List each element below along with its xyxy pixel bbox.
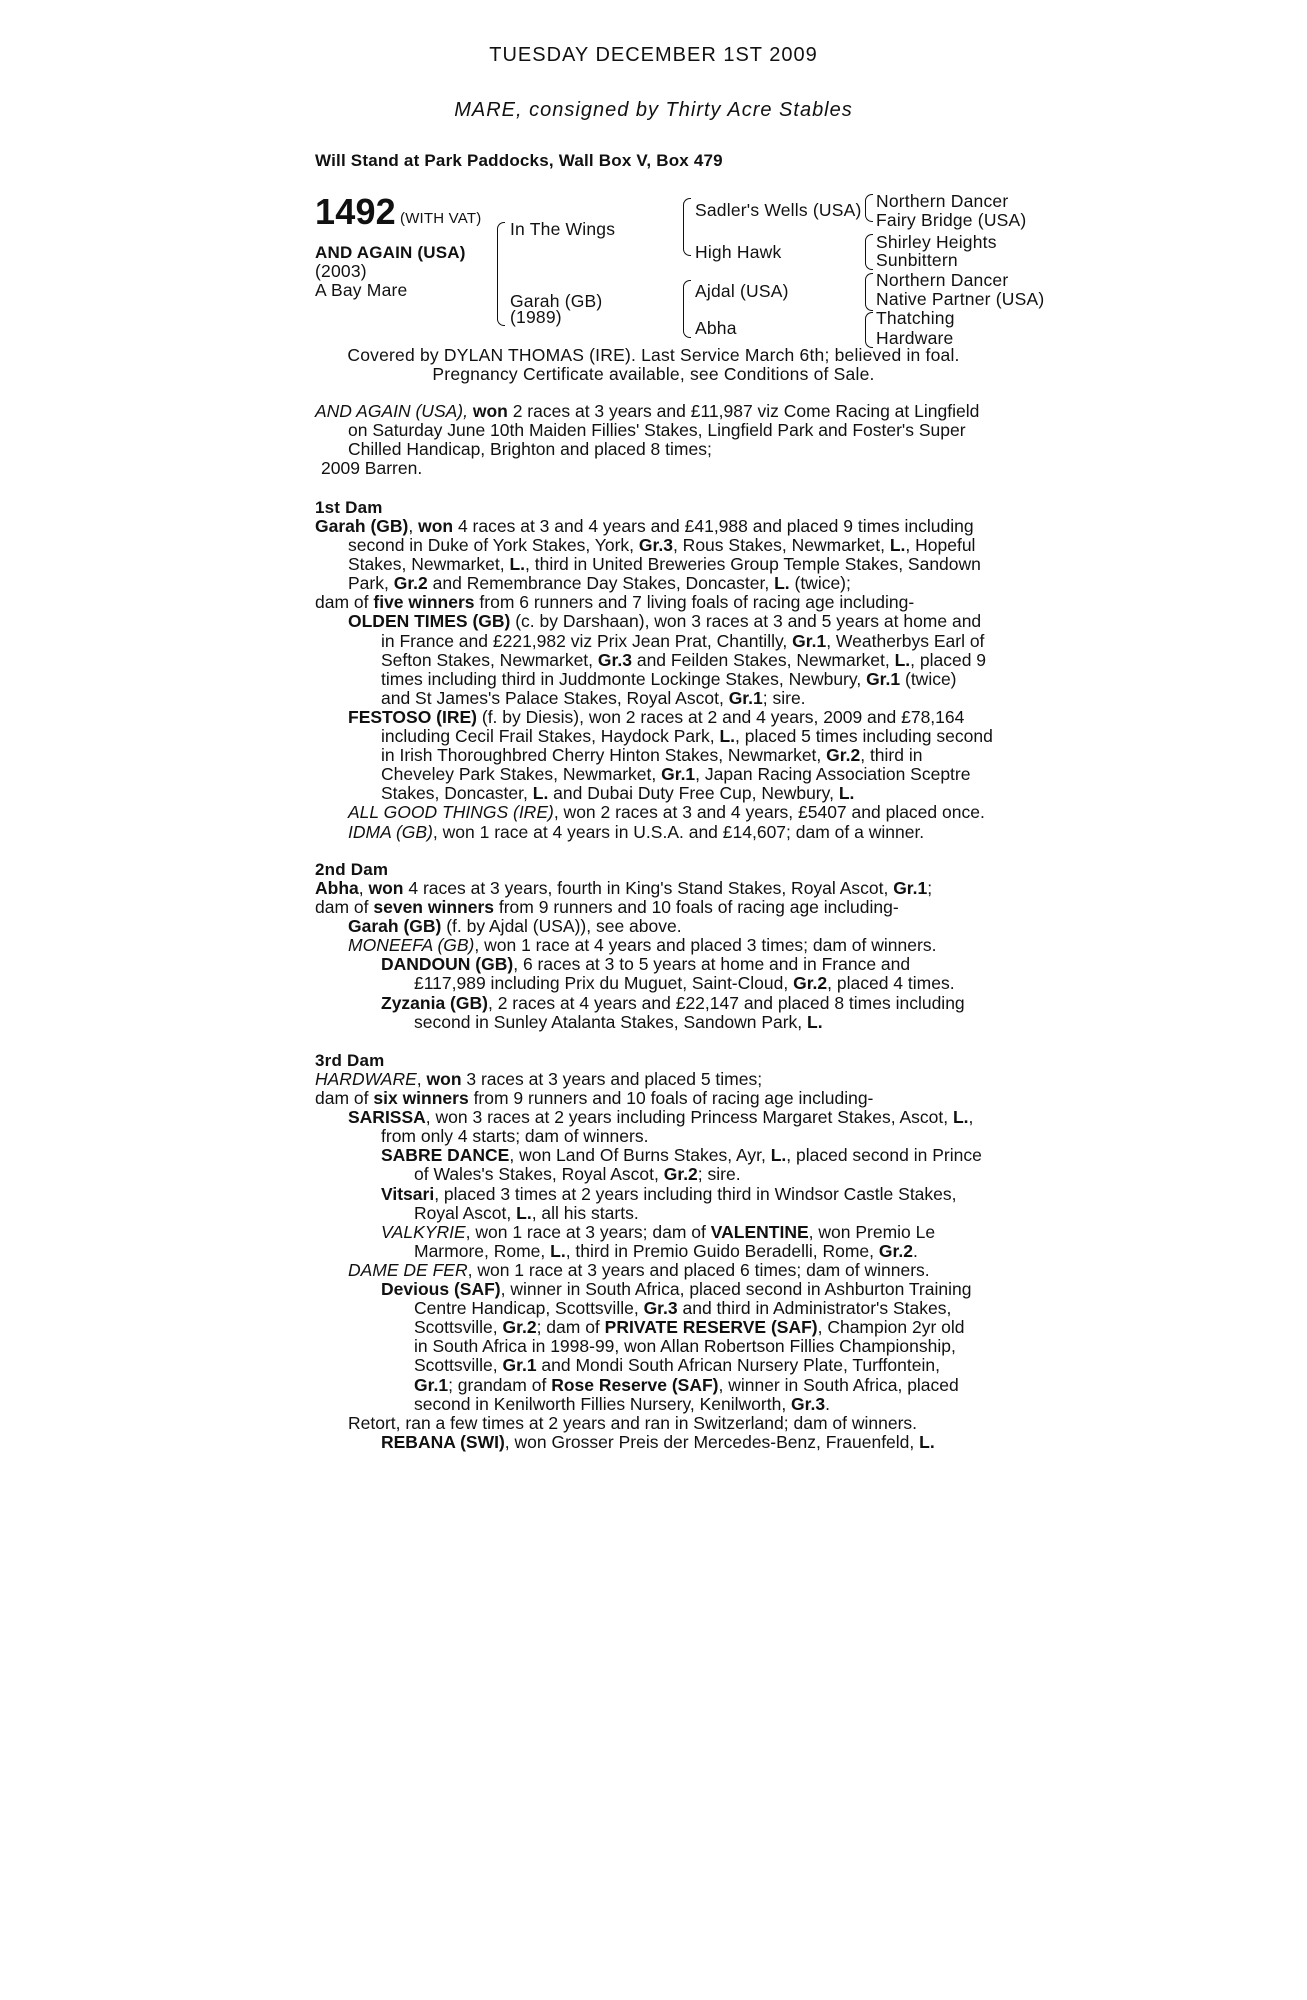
dam2-line: dam of seven winners from 9 runners and 10 foals of racing age including- bbox=[315, 897, 899, 918]
dam3-line: HARDWARE, won 3 races at 3 years and placed 5 times; bbox=[315, 1069, 763, 1089]
dam2-line: Abha, won 4 races at 3 years, fourth in King's Stand Stakes, Royal Ascot, Gr.1; bbox=[315, 878, 933, 898]
dam1-line: including Cecil Frail Stakes, Haydock Park, L., placed 5 times including second bbox=[381, 726, 993, 747]
pedigree-brace-2a bbox=[683, 198, 691, 256]
pedigree-dd-sire: Thatching bbox=[876, 308, 955, 328]
dam3-line: of Wales's Stakes, Royal Ascot, Gr.2; sire. bbox=[414, 1164, 741, 1185]
pedigree-dam-year: (1989) bbox=[510, 307, 562, 327]
dam1-line: times including third in Juddmonte Lockinge Stakes, Newbury, Gr.1 (twice) bbox=[381, 668, 957, 689]
record-line-2: on Saturday June 10th Maiden Fillies' Stakes, Lingfield Park and Foster's Super bbox=[348, 420, 966, 441]
dam3-line: Devious (SAF), winner in South Africa, placed second in Ashburton Training bbox=[381, 1279, 972, 1300]
dam3-line: in South Africa in 1998-99, won Allan Robertson Fillies Championship, bbox=[414, 1336, 956, 1357]
pregnancy-note: Pregnancy Certificate available, see Conditions of Sale. bbox=[432, 364, 875, 384]
dam1-line: and St James's Palace Stakes, Royal Ascot, Gr.1; sire. bbox=[381, 687, 806, 708]
dam1-line: Stakes, Doncaster, L. and Dubai Duty Free Cup, Newbury, L. bbox=[381, 783, 855, 804]
dam1-line: FESTOSO (IRE) (f. by Diesis), won 2 races at 2 and 4 years, 2009 and £78,164 bbox=[348, 706, 965, 727]
consignment-header: MARE, consigned by Thirty Acre Stables bbox=[454, 99, 853, 121]
dam2-line: MONEEFA (GB), won 1 race at 4 years and placed 3 times; dam of winners. bbox=[348, 935, 937, 956]
stand-location: Will Stand at Park Paddocks, Wall Box V, Box 479 bbox=[315, 151, 723, 170]
race-record bbox=[315, 402, 995, 478]
pedigree-ds-sire: Northern Dancer bbox=[876, 270, 1009, 290]
dam1-line: Park, Gr.2 and Remembrance Day Stakes, Doncaster, L. (twice); bbox=[348, 573, 851, 594]
pedigree-brace-3c bbox=[865, 273, 873, 311]
pedigree-dd-dam: Hardware bbox=[876, 328, 954, 348]
vat-note: (WITH VAT) bbox=[400, 210, 482, 227]
dam3-line: REBANA (SWI), won Grosser Preis der Mercedes-Benz, Frauenfeld, L. bbox=[381, 1431, 935, 1452]
covered-note: Covered by DYLAN THOMAS (IRE). Last Service March 6th; believed in foal. bbox=[347, 345, 960, 365]
pedigree-brace-1 bbox=[497, 222, 505, 326]
first-dam-heading: 1st Dam bbox=[315, 498, 383, 517]
dam1-line: Garah (GB), won 4 races at 3 and 4 years and £41,988 and placed 9 times including bbox=[315, 516, 974, 536]
second-dam-section bbox=[315, 879, 995, 1032]
dam1-line: second in Duke of York Stakes, York, Gr.3, Rous Stakes, Newmarket, L., Hopeful bbox=[348, 535, 976, 556]
pedigree-sire-sire: Sadler's Wells (USA) bbox=[695, 200, 862, 220]
pedigree-brace-2b bbox=[683, 280, 691, 338]
first-dam-section bbox=[315, 517, 995, 842]
dam3-line: from only 4 starts; dam of winners. bbox=[381, 1126, 649, 1147]
pedigree-brace-3b bbox=[865, 234, 873, 270]
dam1-line: OLDEN TIMES (GB) (c. by Darshaan), won 3 races at 3 and 5 years at home and bbox=[348, 611, 982, 632]
second-dam-heading: 2nd Dam bbox=[315, 860, 389, 879]
sale-date-header: TUESDAY DECEMBER 1ST 2009 bbox=[489, 44, 818, 66]
dam3-line: SABRE DANCE, won Land Of Burns Stakes, Ayr, L., placed second in Prince bbox=[381, 1145, 982, 1166]
record-line-1: 2 races at 3 years and £11,987 viz Come Racing at Lingfield bbox=[507, 401, 980, 421]
dam1-line: dam of five winners from 6 runners and 7 living foals of racing age including- bbox=[315, 592, 915, 613]
dam2-line: DANDOUN (GB), 6 races at 3 to 5 years at home and in France and bbox=[381, 954, 911, 975]
third-dam-heading: 3rd Dam bbox=[315, 1051, 385, 1070]
dam3-line: VALKYRIE, won 1 race at 3 years; dam of VALENTINE, won Premio Le bbox=[381, 1221, 936, 1242]
dam3-line: Scottsville, Gr.1 and Mondi South African Nursery Plate, Turffontein, bbox=[414, 1355, 940, 1376]
horse-year: (2003) bbox=[315, 261, 367, 281]
dam1-line: IDMA (GB), won 1 race at 4 years in U.S.A. and £14,607; dam of a winner. bbox=[348, 821, 925, 842]
lot-number: 1492 bbox=[315, 191, 396, 232]
dam2-line: £117,989 including Prix du Muguet, Saint-Cloud, Gr.2, placed 4 times. bbox=[414, 973, 955, 994]
pedigree-brace-3d bbox=[865, 312, 873, 348]
dam1-line: in Irish Thoroughbred Cherry Hinton Stakes, Newmarket, Gr.2, third in bbox=[381, 745, 923, 766]
dam3-line: Retort, ran a few times at 2 years and ran in Switzerland; dam of winners. bbox=[348, 1412, 918, 1433]
dam1-line: Cheveley Park Stakes, Newmarket, Gr.1, Japan Racing Association Sceptre bbox=[381, 764, 971, 785]
pedigree-brace-3a bbox=[865, 194, 873, 222]
dam3-line: DAME DE FER, won 1 race at 3 years and placed 6 times; dam of winners. bbox=[348, 1259, 930, 1280]
pedigree-dam-sire: Ajdal (USA) bbox=[695, 281, 789, 301]
dam3-line: dam of six winners from 9 runners and 10 foals of racing age including- bbox=[315, 1088, 874, 1109]
record-horse-name: AND AGAIN (USA), bbox=[315, 401, 468, 421]
pedigree-sire: In The Wings bbox=[510, 219, 616, 239]
record-won: won bbox=[467, 401, 508, 421]
dam2-line: second in Sunley Atalanta Stakes, Sandown Park, L. bbox=[414, 1011, 823, 1032]
pedigree-dam-dam: Abha bbox=[695, 318, 737, 338]
horse-description: A Bay Mare bbox=[315, 280, 408, 300]
horse-name: AND AGAIN (USA) bbox=[315, 243, 466, 262]
dam1-line: Stakes, Newmarket, L., third in United Breweries Group Temple Stakes, Sandown bbox=[348, 554, 981, 575]
dam1-line: Sefton Stakes, Newmarket, Gr.3 and Feilden Stakes, Newmarket, L., placed 9 bbox=[381, 649, 987, 670]
pedigree-sd-sire: Shirley Heights bbox=[876, 232, 997, 252]
dam1-line: ALL GOOD THINGS (IRE), won 2 races at 3 and 4 years, £5407 and placed once. bbox=[348, 802, 985, 823]
third-dam-section bbox=[315, 1070, 995, 1452]
dam3-line: second in Kenilworth Fillies Nursery, Kenilworth, Gr.3. bbox=[414, 1393, 830, 1414]
dam3-line: Gr.1; grandam of Rose Reserve (SAF), winner in South Africa, placed bbox=[414, 1374, 959, 1395]
dam3-line: Scottsville, Gr.2; dam of PRIVATE RESERVE (SAF), Champion 2yr old bbox=[414, 1317, 965, 1338]
pedigree-dam: Garah (GB) bbox=[510, 291, 603, 311]
pedigree-ss-dam: Fairy Bridge (USA) bbox=[876, 210, 1027, 230]
dam3-line: SARISSA, won 3 races at 2 years including Princess Margaret Stakes, Ascot, L., bbox=[348, 1107, 974, 1128]
dam3-line: Centre Handicap, Scottsville, Gr.3 and third in Administrator's Stakes, bbox=[414, 1298, 952, 1319]
dam2-line: Zyzania (GB), 2 races at 4 years and £22,147 and placed 8 times including bbox=[381, 992, 965, 1013]
record-line-4: 2009 Barren. bbox=[321, 458, 423, 479]
pedigree-ss-sire: Northern Dancer bbox=[876, 191, 1009, 211]
dam3-line: Marmore, Rome, L., third in Premio Guido Beradelli, Rome, Gr.2. bbox=[414, 1240, 918, 1261]
dam1-line: in France and £221,982 viz Prix Jean Prat, Chantilly, Gr.1, Weatherbys Earl of bbox=[381, 630, 985, 651]
dam3-line: Vitsari, placed 3 times at 2 years including third in Windsor Castle Stakes, bbox=[381, 1183, 957, 1204]
record-line-3: Chilled Handicap, Brighton and placed 8 times; bbox=[348, 439, 712, 460]
pedigree-sire-dam: High Hawk bbox=[695, 242, 782, 262]
pedigree-sd-dam: Sunbittern bbox=[876, 250, 958, 270]
dam2-line: Garah (GB) (f. by Ajdal (USA)), see above. bbox=[348, 916, 682, 937]
pedigree-ds-dam: Native Partner (USA) bbox=[876, 289, 1045, 309]
dam3-line: Royal Ascot, L., all his starts. bbox=[414, 1202, 639, 1223]
